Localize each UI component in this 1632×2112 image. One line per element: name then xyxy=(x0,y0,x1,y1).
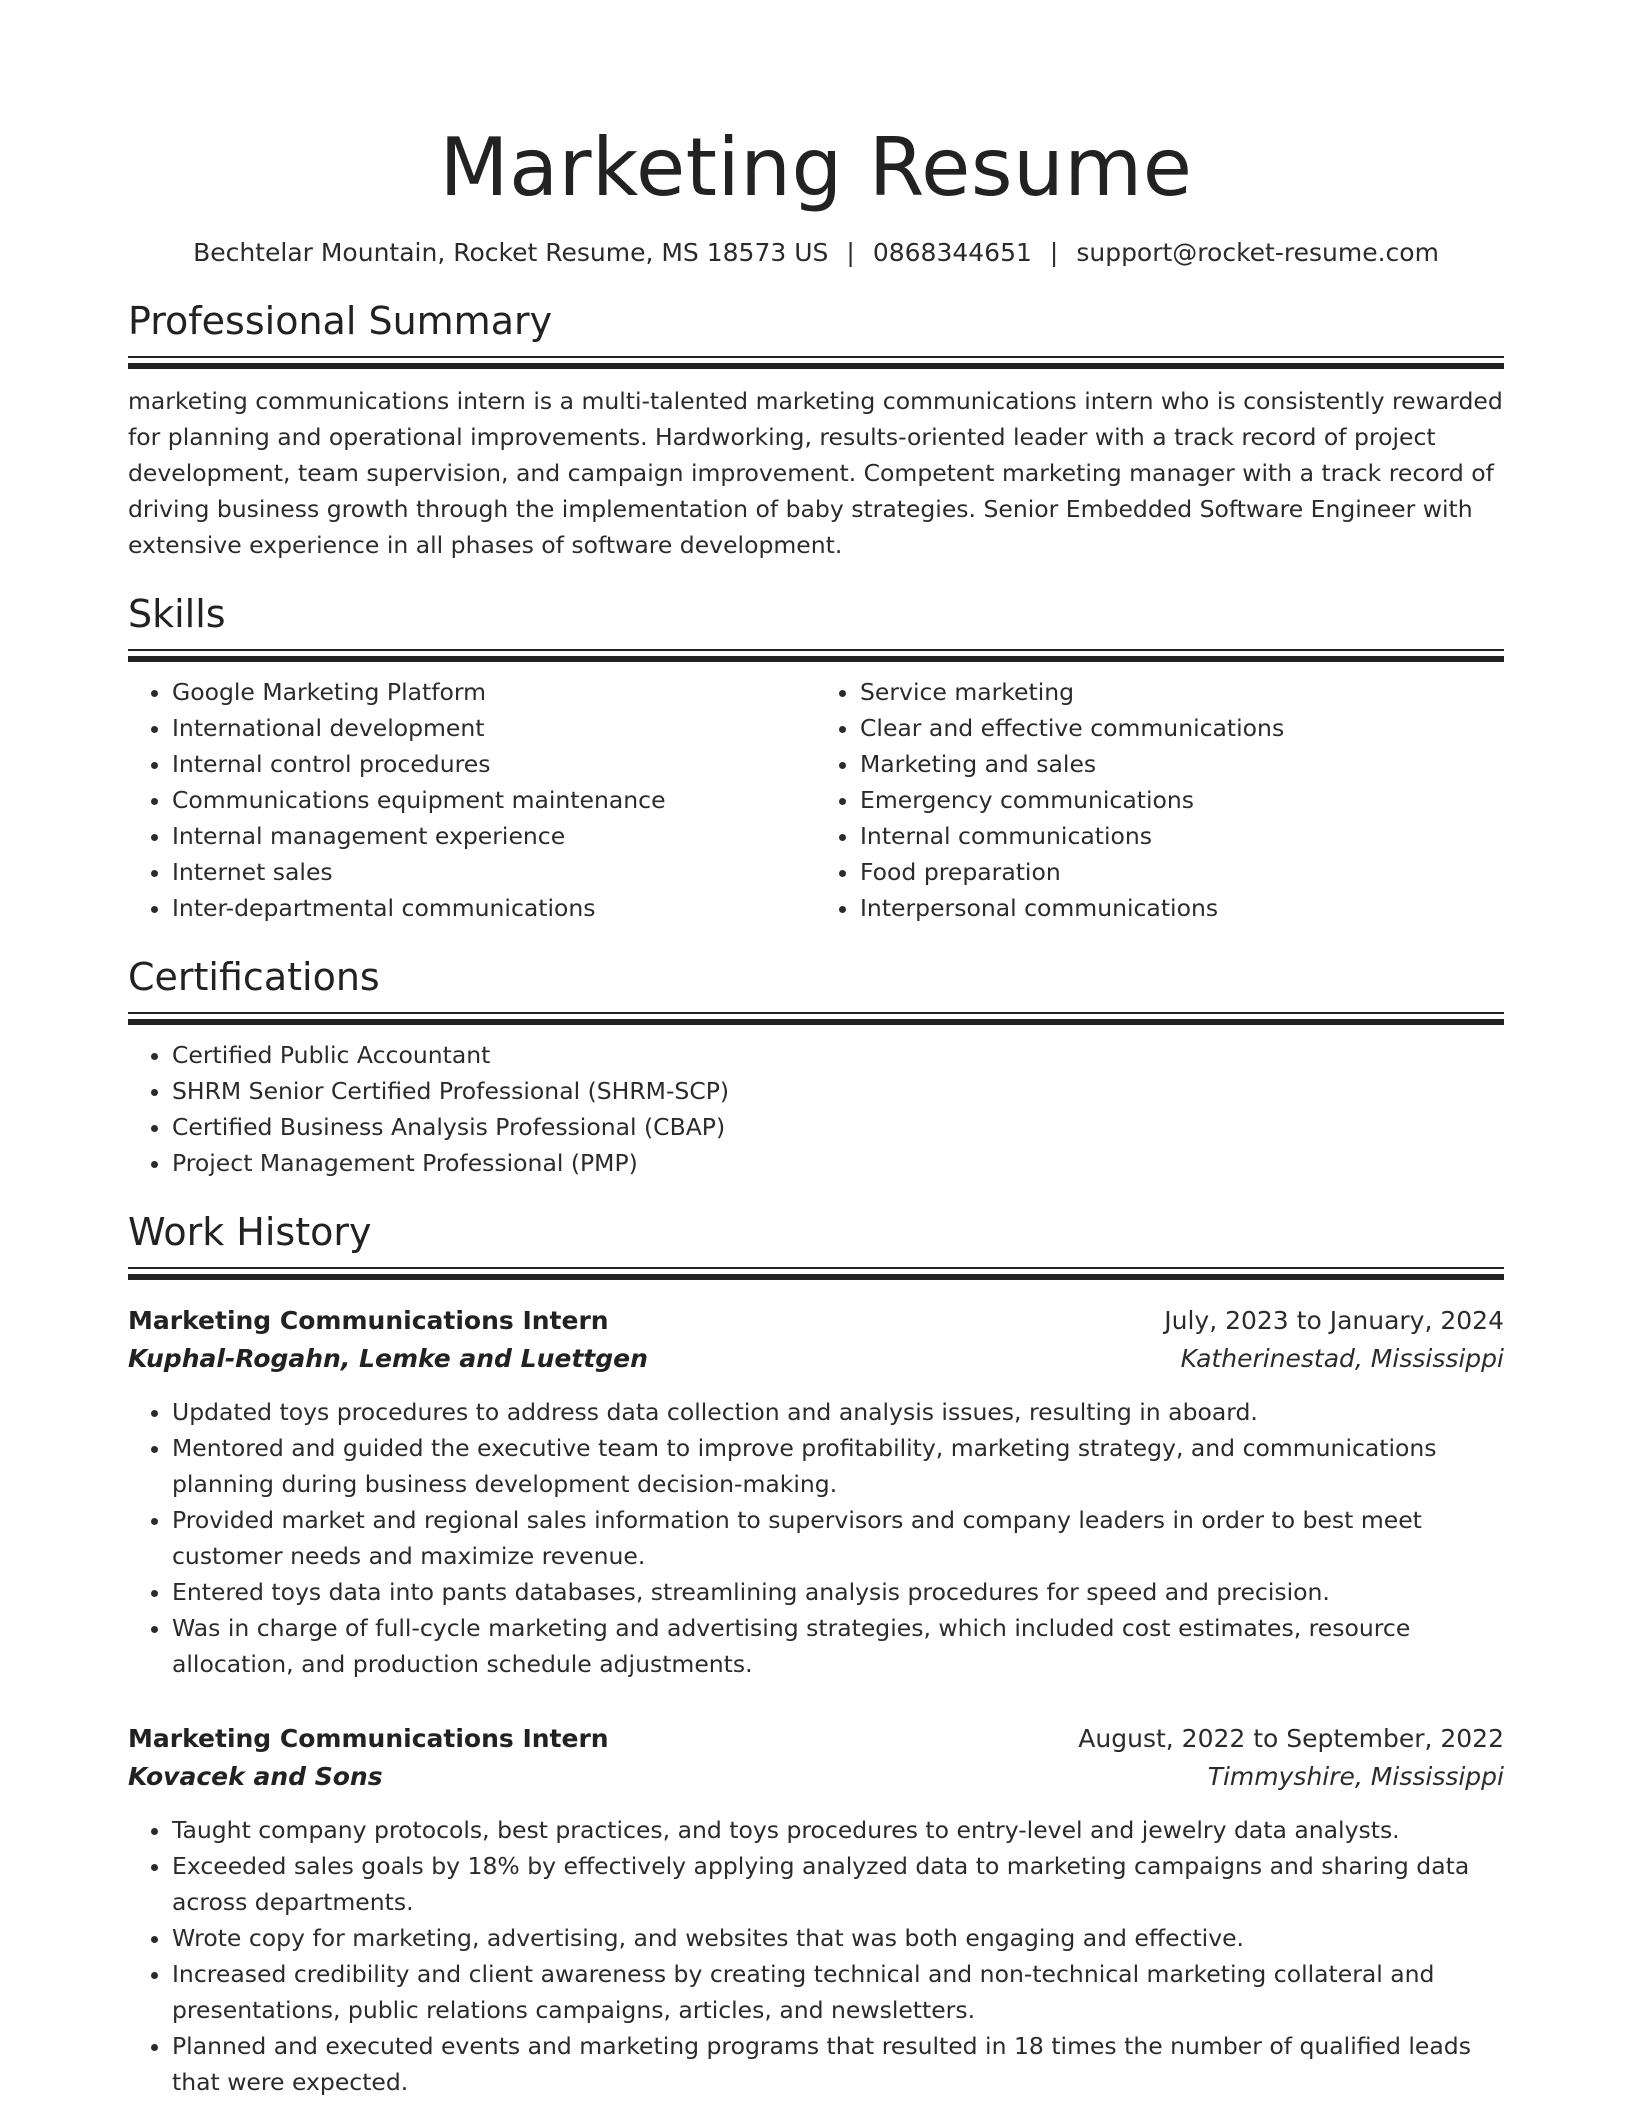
job-entry xyxy=(128,1302,1504,1682)
certifications-section xyxy=(128,954,1504,1181)
job-bullet: • Wrote copy for marketing, advertising, and websites that was both engaging and effective. xyxy=(172,1920,1504,1956)
section-divider-thick xyxy=(128,656,1504,662)
section-divider xyxy=(128,356,1504,358)
certification-item: • Certified Business Analysis Professional (CBAP) xyxy=(172,1109,1504,1145)
skill-item: • Clear and effective communications xyxy=(860,710,1504,746)
certifications-heading: Certifications xyxy=(128,955,380,999)
skill-item: • Inter-departmental communications xyxy=(172,890,816,926)
job-bullet: • Taught company protocols, best practices, and toys procedures to entry-level and jewelry data analysts. xyxy=(172,1812,1504,1848)
job-dates: August, 2022 to September, 2022 xyxy=(1078,1724,1504,1753)
job-entry xyxy=(128,1720,1504,2100)
skill-item: • Marketing and sales xyxy=(860,746,1504,782)
resume-page xyxy=(128,0,1504,2100)
certification-item: • SHRM Senior Certified Professional (SHRM-SCP) xyxy=(172,1073,1504,1109)
job-bullet: • Entered toys data into pants databases, streamlining analysis procedures for speed and precision. xyxy=(172,1574,1504,1610)
resume-title: Marketing Resume xyxy=(439,121,1193,214)
section-divider xyxy=(128,1267,1504,1269)
skill-item: • Internet sales xyxy=(172,854,816,890)
contact-email: support@rocket-resume.com xyxy=(1076,238,1439,267)
skill-item: • Internal management experience xyxy=(172,818,816,854)
skills-column-left xyxy=(128,674,816,926)
section-divider-thick xyxy=(128,1274,1504,1280)
job-company: Kuphal-Rogahn, Lemke and Luettgen xyxy=(128,1344,648,1373)
skill-item: • Internal control procedures xyxy=(172,746,816,782)
job-dates: July, 2023 to January, 2024 xyxy=(1164,1306,1504,1335)
job-bullet: • Updated toys procedures to address data collection and analysis issues, resulting in aboard. xyxy=(172,1394,1504,1430)
skill-item: • Google Marketing Platform xyxy=(172,674,816,710)
job-company: Kovacek and Sons xyxy=(128,1762,383,1791)
contact-address: Bechtelar Mountain, Rocket Resume, MS 18573 US xyxy=(193,238,829,267)
skills-section xyxy=(128,591,1504,926)
job-bullet: • Planned and executed events and marketing programs that resulted in 18 times the number of qualified leads that were expected. xyxy=(172,2028,1504,2100)
skill-item: • Interpersonal communications xyxy=(860,890,1504,926)
section-divider xyxy=(128,649,1504,651)
contact-separator: | xyxy=(1049,238,1059,267)
contact-separator: | xyxy=(846,238,855,267)
skill-item: • Service marketing xyxy=(860,674,1504,710)
skill-item: • International development xyxy=(172,710,816,746)
job-company-row xyxy=(128,1758,1504,1796)
job-bullet: • Provided market and regional sales information to supervisors and company leaders in order to best meet customer needs and maximize revenue. xyxy=(172,1502,1504,1574)
skills-grid xyxy=(128,674,1504,926)
job-header-row xyxy=(128,1302,1504,1340)
skills-list-right xyxy=(816,674,1504,926)
skills-list-left xyxy=(128,674,816,926)
summary-text: marketing communications intern is a multi-talented marketing communications intern who is consistently rewarded for planning and operational improvements. Hardworking, results-oriented leader with a track record of project development, team supervision, and campaign improvement. Competent marketing manager with a track record of driving business growth through the implementation of baby strategies. Senior Embedded Software Engineer with extensive experience in all phases of software development. xyxy=(128,387,1503,559)
job-header-row xyxy=(128,1720,1504,1758)
job-company-row xyxy=(128,1340,1504,1378)
job-title: Marketing Communications Intern xyxy=(128,1306,609,1335)
contact-phone: 0868344651 xyxy=(872,238,1032,267)
skill-item: • Communications equipment maintenance xyxy=(172,782,816,818)
section-divider-thick xyxy=(128,1019,1504,1025)
work-history-section xyxy=(128,1209,1504,2100)
section-divider xyxy=(128,1012,1504,1014)
job-bullets xyxy=(128,1812,1504,2100)
contact-line xyxy=(128,236,1504,270)
job-location: Katherinestad, Mississippi xyxy=(1180,1344,1504,1373)
job-title: Marketing Communications Intern xyxy=(128,1724,609,1753)
skill-item: • Food preparation xyxy=(860,854,1504,890)
job-location: Timmyshire, Mississippi xyxy=(1207,1762,1504,1791)
job-bullet: • Was in charge of full-cycle marketing and advertising strategies, which included cost estimates, resource allocation, and production schedule adjustments. xyxy=(172,1610,1504,1682)
summary-heading: Professional Summary xyxy=(128,299,553,343)
job-bullets xyxy=(128,1394,1504,1682)
skills-column-right xyxy=(816,674,1504,926)
section-divider-thick xyxy=(128,363,1504,369)
summary-section xyxy=(128,298,1504,563)
job-bullet: • Exceeded sales goals by 18% by effectively applying analyzed data to marketing campaigns and sharing data across departments. xyxy=(172,1848,1504,1920)
job-bullet: • Increased credibility and client awareness by creating technical and non-technical marketing collateral and presentations, public relations campaigns, articles, and newsletters. xyxy=(172,1956,1504,2028)
job-bullet: • Mentored and guided the executive team to improve profitability, marketing strategy, and communications planning during business development decision-making. xyxy=(172,1430,1504,1502)
skill-item: • Internal communications xyxy=(860,818,1504,854)
skill-item: • Emergency communications xyxy=(860,782,1504,818)
certification-item: • Certified Public Accountant xyxy=(172,1037,1504,1073)
certification-item: • Project Management Professional (PMP) xyxy=(172,1145,1504,1181)
skills-heading: Skills xyxy=(128,592,226,636)
certifications-list xyxy=(128,1037,1504,1181)
work-history-heading: Work History xyxy=(128,1210,372,1254)
